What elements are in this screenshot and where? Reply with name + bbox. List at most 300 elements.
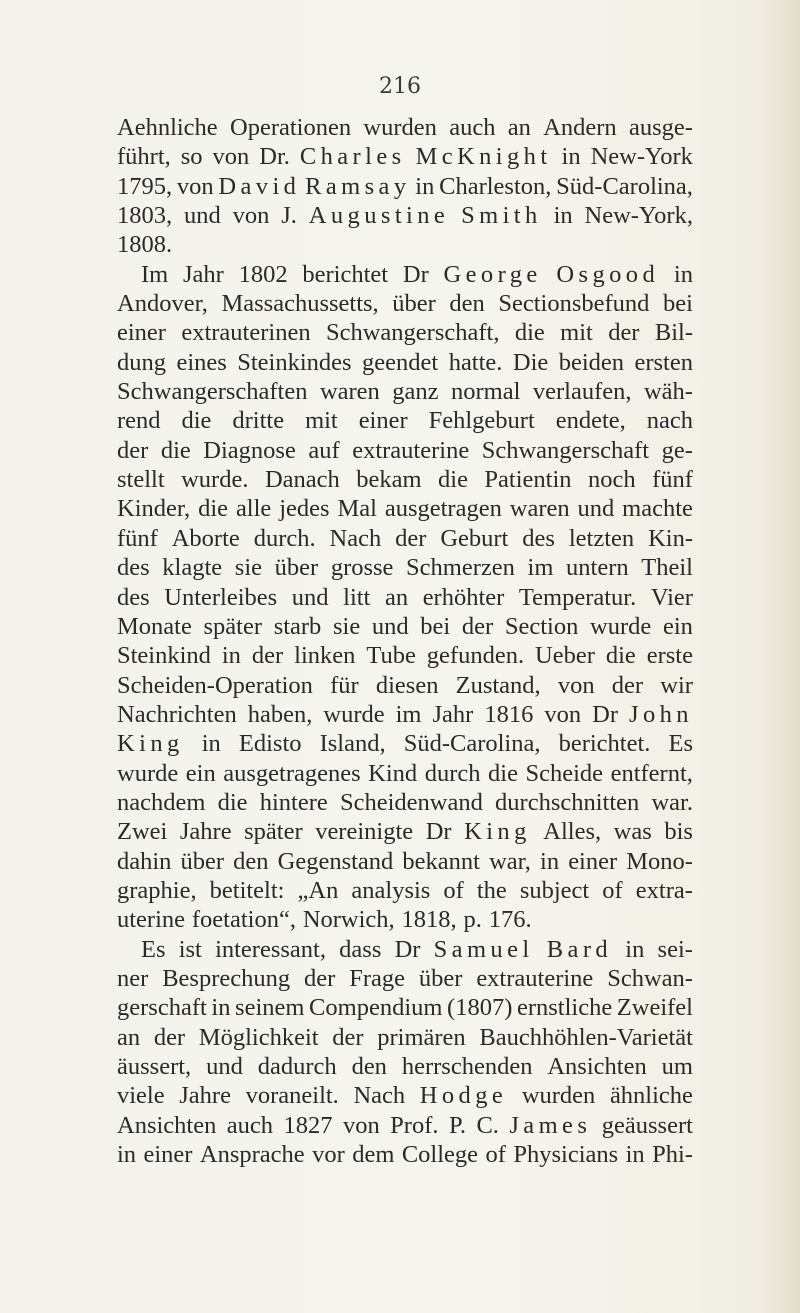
spaced-name: McKnight bbox=[415, 143, 552, 171]
word: um bbox=[661, 1053, 693, 1080]
word: Die bbox=[512, 348, 549, 376]
word: letzten bbox=[568, 524, 635, 552]
word: die bbox=[160, 436, 191, 464]
text-line bbox=[117, 436, 693, 465]
word: und bbox=[206, 1053, 243, 1080]
word: 1802 bbox=[238, 260, 288, 288]
word: durchschnitten bbox=[495, 788, 640, 816]
text-line bbox=[117, 612, 693, 641]
word: interessant, bbox=[215, 935, 326, 963]
spaced-name: King bbox=[464, 818, 531, 846]
text-line bbox=[117, 641, 693, 670]
word: 1816 bbox=[484, 700, 534, 728]
word: viele bbox=[117, 1082, 165, 1110]
word: einer bbox=[143, 1141, 193, 1169]
word: extrauterine bbox=[352, 436, 470, 464]
text-line bbox=[117, 260, 693, 289]
word: auch bbox=[226, 1111, 274, 1139]
word: erste bbox=[646, 642, 693, 670]
word: der bbox=[461, 612, 494, 640]
word: bis bbox=[664, 818, 693, 846]
word: über bbox=[274, 554, 319, 582]
word: Schwangerschaft, bbox=[325, 319, 500, 347]
word: rend bbox=[117, 407, 161, 435]
word: dem bbox=[352, 1141, 395, 1169]
word: Kind bbox=[368, 759, 418, 787]
word: die bbox=[438, 466, 468, 494]
word: Frage bbox=[349, 964, 405, 992]
word: gefunden. bbox=[426, 642, 525, 670]
word: wurden bbox=[521, 1082, 596, 1110]
word: berichtet bbox=[302, 260, 389, 288]
word: Ansprache bbox=[199, 1141, 305, 1169]
word: von bbox=[342, 1111, 380, 1139]
word: Andern bbox=[543, 114, 617, 141]
word: Im bbox=[141, 260, 169, 288]
word: primären bbox=[377, 1023, 466, 1051]
text-line bbox=[117, 494, 693, 523]
word: wurde bbox=[590, 612, 652, 640]
word: Geburt bbox=[440, 524, 509, 552]
word: äussert, bbox=[117, 1053, 192, 1080]
word: auch bbox=[449, 114, 496, 141]
word: in bbox=[625, 1141, 645, 1169]
text-line bbox=[117, 759, 693, 788]
word: eines bbox=[176, 348, 227, 376]
word: von bbox=[557, 671, 595, 699]
word: dass bbox=[339, 935, 382, 963]
word: Norwich, bbox=[302, 906, 395, 934]
word: Scheidenwand bbox=[339, 788, 483, 816]
word: 1803, bbox=[117, 202, 173, 230]
word: Tube bbox=[366, 642, 416, 670]
word: normal bbox=[451, 378, 521, 406]
word: in bbox=[117, 1141, 137, 1169]
text-line bbox=[117, 583, 693, 612]
word: Temperatur. bbox=[518, 583, 637, 611]
word: der bbox=[304, 964, 336, 992]
word: Phi- bbox=[652, 1141, 693, 1169]
text-line bbox=[117, 876, 693, 905]
spaced-name: Osgood bbox=[556, 260, 660, 288]
word: graphie, bbox=[117, 876, 197, 904]
text-line bbox=[117, 729, 693, 758]
word: Steinkindes bbox=[237, 348, 352, 376]
word: über bbox=[418, 964, 463, 992]
spaced-name: David bbox=[218, 172, 301, 200]
spaced-name: James bbox=[509, 1111, 592, 1139]
paragraph bbox=[117, 113, 693, 260]
word: Patientin bbox=[484, 466, 572, 494]
text-line bbox=[117, 1023, 693, 1052]
word: in bbox=[561, 143, 581, 171]
word: die bbox=[605, 642, 636, 670]
word: litt bbox=[343, 583, 371, 611]
word: Bauchhöhlen-Varietät bbox=[479, 1023, 693, 1051]
spaced-name: Bard bbox=[546, 935, 613, 963]
word: Schmerzen bbox=[406, 554, 515, 582]
text-line bbox=[117, 230, 693, 259]
page-number: 216 bbox=[379, 74, 421, 99]
word: erhöhter bbox=[422, 583, 505, 611]
word: Sectionsbefund bbox=[498, 290, 650, 318]
word: Dr bbox=[592, 700, 618, 728]
word: wäh- bbox=[643, 378, 693, 406]
text-line bbox=[117, 847, 693, 876]
word: einer bbox=[117, 319, 166, 347]
word: bei bbox=[663, 290, 693, 318]
word: Physicians bbox=[513, 1141, 619, 1169]
word: ner bbox=[117, 964, 149, 992]
word: an bbox=[117, 1023, 141, 1051]
word: verlaufen, bbox=[532, 378, 632, 406]
word: Island, bbox=[319, 730, 386, 758]
word: Charleston, bbox=[439, 172, 552, 200]
word: diesen bbox=[375, 671, 439, 699]
word: der bbox=[395, 524, 427, 552]
word: ganz bbox=[392, 378, 439, 406]
word: waren bbox=[509, 495, 570, 523]
word: in bbox=[673, 260, 693, 288]
word: ein bbox=[662, 612, 693, 640]
word: sie bbox=[234, 554, 263, 582]
text-line bbox=[117, 935, 693, 964]
text-line bbox=[117, 201, 693, 230]
word: Jahr bbox=[432, 700, 474, 728]
word: Ansichten bbox=[547, 1053, 647, 1080]
word: die bbox=[181, 407, 212, 435]
word: Andover, bbox=[117, 290, 208, 318]
word: wurde. bbox=[181, 466, 249, 494]
text-line bbox=[117, 348, 693, 377]
word: und bbox=[184, 202, 221, 230]
word: Süd-Carolina, bbox=[556, 172, 693, 200]
word: Gegenstand bbox=[277, 847, 394, 875]
text-line bbox=[117, 788, 693, 817]
word: endete, bbox=[555, 407, 626, 435]
word: dritte bbox=[232, 407, 285, 435]
page-edge-shadow bbox=[760, 0, 800, 1313]
word: Möglichkeit bbox=[198, 1023, 319, 1051]
word: einer bbox=[358, 407, 408, 435]
word: für bbox=[330, 671, 359, 699]
word: der bbox=[611, 671, 644, 699]
word: Section bbox=[504, 612, 579, 640]
word: Dr bbox=[425, 818, 452, 846]
word: subject bbox=[519, 876, 590, 904]
word: was bbox=[613, 818, 652, 846]
text-line bbox=[117, 1081, 693, 1110]
word: bekannt bbox=[402, 847, 480, 875]
word: Diagnose bbox=[203, 436, 296, 464]
word: sie bbox=[332, 612, 361, 640]
word: durch bbox=[424, 759, 481, 787]
word: im bbox=[395, 700, 422, 728]
word: Zustand, bbox=[455, 671, 541, 699]
word: J. bbox=[281, 202, 297, 230]
text-line bbox=[117, 964, 693, 993]
word: die bbox=[217, 788, 248, 816]
word: geendet bbox=[362, 348, 439, 376]
text-line bbox=[117, 1111, 693, 1140]
word: bei bbox=[420, 612, 451, 640]
word: so bbox=[180, 143, 203, 171]
word: des bbox=[117, 554, 150, 582]
word: durch. bbox=[253, 524, 316, 552]
word: 1827 bbox=[283, 1111, 333, 1139]
word: ersten bbox=[634, 348, 693, 376]
spaced-name: Hodge bbox=[419, 1082, 508, 1110]
word: bekam bbox=[356, 466, 422, 494]
word: wurden bbox=[363, 114, 437, 141]
word: Mal bbox=[337, 495, 377, 523]
spaced-name: King bbox=[117, 730, 184, 758]
word: der bbox=[117, 436, 149, 464]
paragraph bbox=[117, 935, 693, 1170]
word: waren bbox=[319, 378, 380, 406]
word: Nach bbox=[353, 1082, 406, 1110]
word: Fehlgeburt bbox=[428, 407, 535, 435]
word: Zwei bbox=[117, 818, 168, 846]
word: beiden bbox=[558, 348, 625, 376]
spaced-name: John bbox=[629, 700, 693, 728]
word: extra- bbox=[635, 876, 693, 904]
word: ein bbox=[185, 759, 216, 787]
word: ausgetragenes bbox=[223, 759, 361, 787]
word: uterine bbox=[117, 906, 186, 934]
word: von bbox=[176, 172, 214, 200]
text-line bbox=[117, 406, 693, 435]
word: seinem bbox=[235, 994, 305, 1022]
word: betitelt: bbox=[209, 876, 285, 904]
word: noch bbox=[588, 466, 636, 494]
word: vereinigte bbox=[315, 818, 414, 846]
word: in bbox=[201, 730, 221, 758]
word: Jahre bbox=[179, 1082, 231, 1110]
text-line bbox=[117, 318, 693, 347]
word: in bbox=[625, 935, 645, 963]
word: starb bbox=[273, 612, 322, 640]
word: sei- bbox=[657, 935, 693, 963]
text-line bbox=[117, 142, 693, 171]
word: nachdem bbox=[117, 788, 206, 816]
paragraph bbox=[117, 260, 693, 935]
word: Massachussetts, bbox=[221, 290, 379, 318]
word: Süd-Carolina, bbox=[403, 730, 541, 758]
spaced-name: Samuel bbox=[433, 935, 534, 963]
word: 1818, bbox=[401, 906, 457, 934]
word: geäussert bbox=[601, 1111, 693, 1139]
word: in bbox=[540, 847, 560, 875]
word: foetation“, bbox=[191, 906, 296, 934]
word: ähnliche bbox=[609, 1082, 693, 1110]
text-line bbox=[117, 553, 693, 582]
text-line bbox=[117, 905, 693, 934]
word: der bbox=[332, 1023, 364, 1051]
word: ausgetragen bbox=[384, 495, 502, 523]
word: mit bbox=[305, 407, 338, 435]
text-line bbox=[117, 465, 693, 494]
word: fünf bbox=[652, 466, 693, 494]
word: war, bbox=[489, 847, 531, 875]
text-line bbox=[117, 1052, 693, 1081]
word: Jahr bbox=[183, 260, 224, 288]
word: an bbox=[507, 114, 531, 141]
word: ge- bbox=[661, 436, 693, 464]
text-line bbox=[117, 377, 693, 406]
word: des bbox=[522, 524, 555, 552]
word: haben, bbox=[247, 700, 313, 728]
word: wurde bbox=[117, 759, 179, 787]
word: nach bbox=[646, 407, 693, 435]
word: jedes bbox=[279, 495, 330, 523]
spaced-name: Augustine bbox=[308, 202, 450, 230]
word: gerschaft bbox=[117, 994, 207, 1022]
word: Danach bbox=[264, 466, 340, 494]
word: (1807) bbox=[447, 994, 513, 1022]
word: of bbox=[443, 876, 464, 904]
word: über bbox=[392, 290, 436, 318]
word: of bbox=[485, 1141, 506, 1169]
text-line bbox=[117, 1140, 693, 1169]
word: p. bbox=[463, 906, 482, 934]
word: von bbox=[212, 143, 250, 171]
word: führt, bbox=[117, 143, 171, 171]
word: wir bbox=[660, 671, 693, 699]
word: Ueber bbox=[535, 642, 595, 670]
word: Aehnliche bbox=[117, 114, 218, 141]
word: Kin- bbox=[648, 524, 693, 552]
word: untern bbox=[566, 554, 629, 582]
word: New-York, bbox=[584, 202, 693, 230]
word: Unterleibes bbox=[164, 583, 278, 611]
word: voraneilt. bbox=[245, 1082, 339, 1110]
word: Dr. bbox=[259, 143, 290, 171]
word: Schwangerschaft bbox=[481, 436, 650, 464]
word: ernstliche bbox=[516, 994, 613, 1022]
word: P. bbox=[448, 1111, 466, 1139]
word: „An bbox=[297, 876, 339, 904]
word: Mono- bbox=[626, 847, 693, 875]
word: Scheiden-Operation bbox=[117, 671, 313, 699]
word: 1795, bbox=[117, 172, 173, 200]
word: des bbox=[117, 583, 150, 611]
word: Nachrichten bbox=[117, 700, 237, 728]
word: den bbox=[233, 847, 269, 875]
word: der bbox=[153, 1023, 186, 1051]
word: the bbox=[476, 876, 507, 904]
word: die bbox=[488, 759, 518, 787]
word: Scheide bbox=[525, 759, 604, 787]
word: Jahre bbox=[179, 818, 232, 846]
word: dahin bbox=[117, 847, 172, 875]
word: und bbox=[291, 583, 329, 611]
word: den bbox=[351, 1053, 387, 1080]
word: C. bbox=[476, 1111, 499, 1139]
text-line bbox=[117, 993, 693, 1022]
word: war. bbox=[651, 788, 693, 816]
word: in bbox=[553, 202, 573, 230]
word: of bbox=[602, 876, 623, 904]
word: Es bbox=[141, 935, 166, 963]
word: stellt bbox=[117, 466, 165, 494]
word: ist bbox=[178, 935, 202, 963]
word: Dr bbox=[402, 260, 429, 288]
word: berichtet. bbox=[558, 730, 651, 758]
spaced-name: George bbox=[443, 260, 542, 288]
word: Zweifel bbox=[616, 994, 693, 1022]
word: wurde bbox=[323, 700, 385, 728]
text-line bbox=[117, 289, 693, 318]
word: machte bbox=[622, 495, 693, 523]
text-line bbox=[117, 671, 693, 700]
word: herrschenden bbox=[401, 1053, 533, 1080]
word: vor bbox=[312, 1141, 345, 1169]
word: New-York bbox=[590, 143, 693, 171]
word: 176. bbox=[488, 906, 532, 934]
word: Dr bbox=[394, 935, 421, 963]
word: von bbox=[544, 700, 582, 728]
word: in bbox=[211, 994, 231, 1022]
word: die bbox=[198, 495, 229, 523]
word: Edisto bbox=[238, 730, 302, 758]
word: einer bbox=[568, 847, 618, 875]
word: Prof. bbox=[390, 1111, 439, 1139]
word: Operationen bbox=[230, 114, 352, 141]
word: Theil bbox=[641, 554, 693, 582]
word: auf bbox=[308, 436, 340, 464]
word: der bbox=[608, 319, 640, 347]
word: in bbox=[221, 642, 241, 670]
word: mit bbox=[560, 319, 593, 347]
word: Ansichten bbox=[117, 1111, 217, 1139]
word: ausge- bbox=[629, 114, 693, 141]
word: linken bbox=[294, 642, 356, 670]
word: Nach bbox=[329, 524, 382, 552]
body-text bbox=[117, 113, 693, 1169]
word: Es bbox=[668, 730, 693, 758]
word: Steinkind bbox=[117, 642, 211, 670]
word: Vier bbox=[650, 583, 693, 611]
word: an bbox=[384, 583, 409, 611]
word: Schwangerschaften bbox=[117, 378, 308, 406]
word: später bbox=[203, 612, 263, 640]
word: dung bbox=[117, 348, 166, 376]
word: Besprechung bbox=[162, 964, 291, 992]
word: der bbox=[251, 642, 284, 670]
word: extrauterine bbox=[476, 964, 594, 992]
text-line bbox=[117, 524, 693, 553]
text-line bbox=[117, 172, 693, 201]
word: entfernt, bbox=[610, 759, 693, 787]
word: alle bbox=[235, 495, 272, 523]
word: 1808. bbox=[117, 231, 173, 259]
spaced-name: Ramsay bbox=[305, 172, 411, 200]
word: hintere bbox=[259, 788, 328, 816]
word: Alles, bbox=[543, 818, 602, 846]
word: Schwan- bbox=[607, 964, 693, 992]
word: in bbox=[415, 172, 435, 200]
spaced-name: Smith bbox=[461, 202, 542, 230]
word: Bil- bbox=[654, 319, 693, 347]
text-line bbox=[117, 113, 693, 142]
word: hatte. bbox=[448, 348, 503, 376]
word: den bbox=[449, 290, 485, 318]
word: analysis bbox=[351, 876, 431, 904]
word: extrauterinen bbox=[181, 319, 311, 347]
word: fünf bbox=[117, 524, 158, 552]
word: später bbox=[244, 818, 303, 846]
